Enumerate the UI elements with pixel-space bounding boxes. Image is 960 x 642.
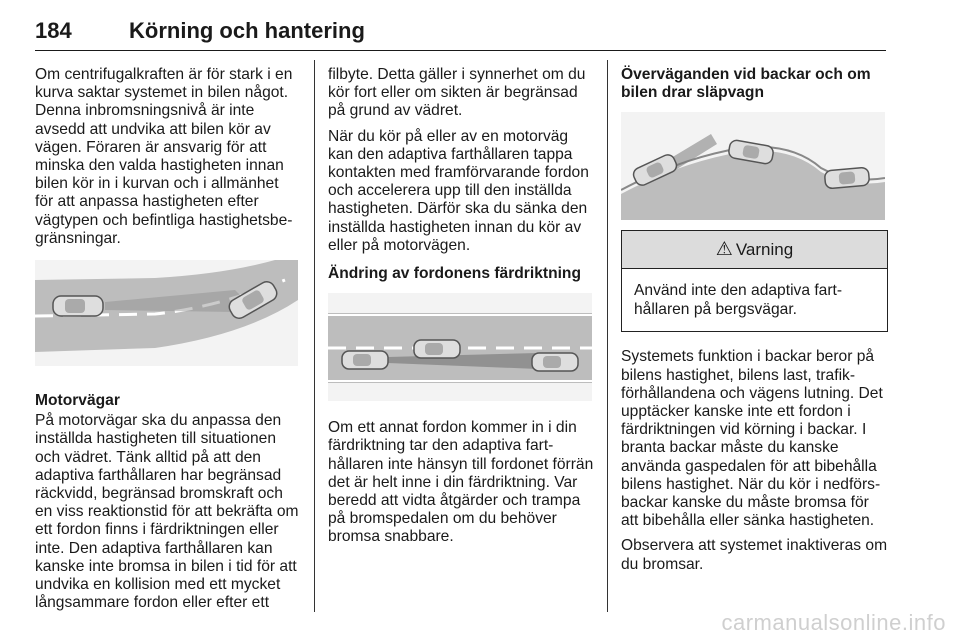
warning-header <box>622 231 887 269</box>
lane-change-paragraph: filbyte. Detta gäller i synnerhet om du kör fort eller om sikten är begränsad på grund av vädret. <box>328 66 586 120</box>
warning-box <box>621 230 888 332</box>
column-2 <box>328 66 596 554</box>
hills-paragraph: Systemets funktion i backar beror på bilens hastighet, bilens last, trafikförhållandena och vägens lutning. Det upptäcker kanske inte ett fordon i färdriktningen vid körning i backar. I branta backar måste du kanske använda gaspedalen för att bibehålla bilens hastighet. När du kör i nedförsbackar kanske du måste bromsa för att bibehålla eller sänka hastigheten. <box>621 348 883 530</box>
page-header <box>35 16 886 51</box>
brake-deactivation-paragraph: Observera att systemet inaktiveras om du bromsar. <box>621 537 888 573</box>
warning-text: Använd inte den adaptiva farthållaren på bergsvägar. <box>634 282 843 319</box>
column-3 <box>621 66 888 581</box>
cut-in-paragraph: Om ett annat fordon kommer in i din färdriktning tar den adaptiva farthållaren inte hänsyn till fordonet förrän det är helt inne i din färdriktning. Var beredd att vidta åtgärder och trampa på bromspedalen om du behöver bromsa snabbare. <box>328 419 594 546</box>
hills-illustration <box>621 112 885 220</box>
watermark: carmanualsonline.info <box>721 610 946 635</box>
motorway-heading: Motorvägar <box>35 392 120 410</box>
column-divider <box>607 60 608 612</box>
column-divider <box>314 60 315 612</box>
motorway-paragraph: På motorvägar ska du anpassa den inställda hastigheten till situationen och vädret. Tänk alltid på att den adaptiva farthållaren har begränsad räckvidd, begränsad bromskraft och en viss reaktionstid för att bekräfta om ett fordon finns i färdriktningen eller inte. Den adaptiva farthållaren kan kanske inte bromsa in bilen i tid för att undvika en kollision med ett mycket långsammare fordon eller efter ett <box>35 412 299 612</box>
curve-illustration <box>35 260 298 366</box>
section-title: Körning och hantering <box>129 18 365 43</box>
direction-change-heading: Ändring av fordonens färdriktning <box>328 265 581 283</box>
cut-in-illustration <box>328 293 592 401</box>
column-1 <box>35 66 300 619</box>
page-number: 184 <box>35 18 72 43</box>
warning-title: Varning <box>735 239 794 259</box>
motorway-ramp-paragraph: När du kör på eller av en motorväg kan den adaptiva farthållaren tappa kontakten med framförvarande fordon och accelerera upp till den inställda hastigheten. Därför ska du sänka den inställda hastigheten innan du kör av eller på motorvägen. <box>328 127 589 254</box>
warning-triangle-icon: ⚠ <box>715 238 733 260</box>
curve-paragraph: Om centrifugalkraften är för stark i en kurva saktar systemet in bilen något. Denna inbromsningsnivå är inte avsedd att undvika att bilen kör av vägen. Föraren är ansvarig för att minska den valda hastigheten innan bilen kör in i kurvan och i allmänhet för att anpassa hastigheten efter vägtypen och befintliga hastighetsbegränsningar. <box>35 66 293 247</box>
hills-heading: Överväganden vid backar och om bilen drar släpvagn <box>621 66 871 102</box>
